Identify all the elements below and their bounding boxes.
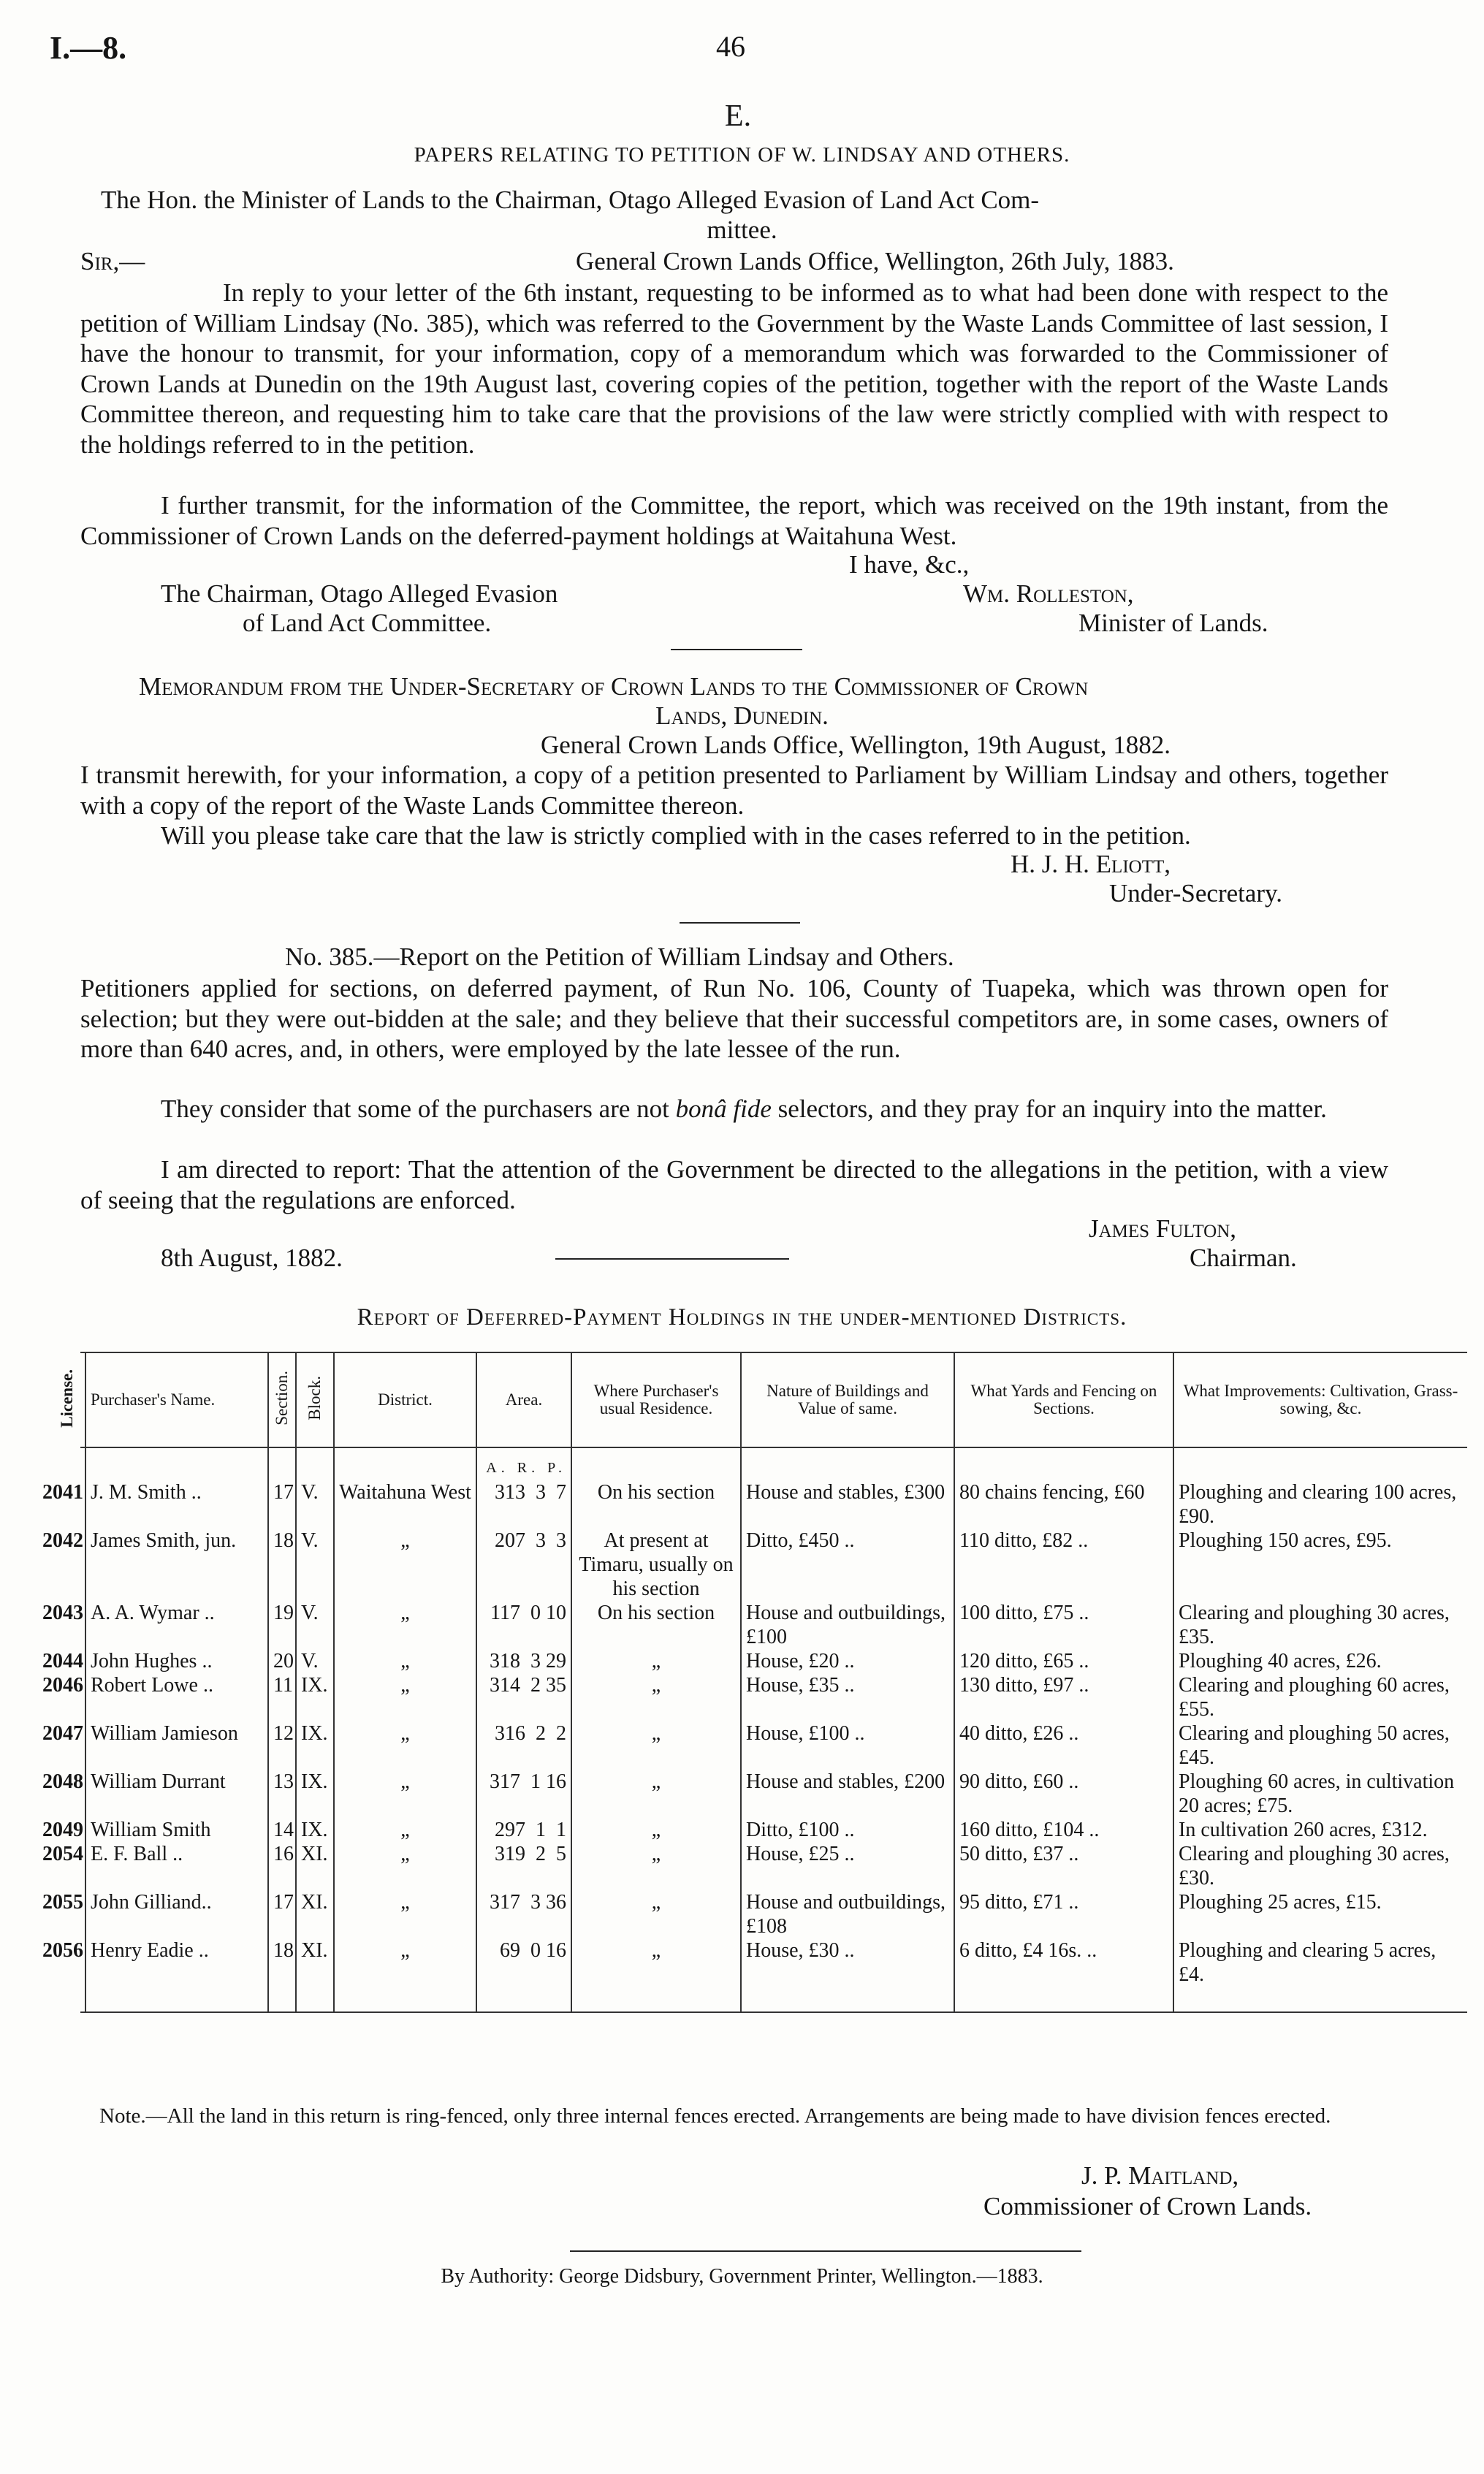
cell-district: „	[334, 1529, 476, 1601]
table-row	[80, 1938, 1467, 2012]
cell-section: 18	[268, 1938, 296, 2012]
cell-residence: On his section	[571, 1480, 741, 1529]
cell-area: 316 2 2	[476, 1721, 571, 1770]
header-fencing: What Yards and Fencing on Sections.	[954, 1352, 1173, 1447]
cell-fencing: 160 ditto, £104 ..	[954, 1818, 1173, 1842]
cell-fencing: 100 ditto, £75 ..	[954, 1601, 1173, 1649]
header-section: Section.	[268, 1352, 296, 1447]
cell-purchaser-name: Henry Eadie ..	[85, 1938, 268, 2012]
letter-heading-continued: mittee.	[707, 216, 777, 244]
cell-residence: „	[571, 1842, 741, 1890]
cell-residence: „	[571, 1673, 741, 1721]
header-license: License.	[80, 1352, 85, 1447]
cell-section: 16	[268, 1842, 296, 1890]
cell-license: 2043	[42, 1602, 83, 1624]
cell-district: „	[334, 1938, 476, 2012]
cell-area: 297 1 1	[476, 1818, 571, 1842]
cell-purchaser-name: A. A. Wymar ..	[85, 1601, 268, 1649]
cell-buildings: House and outbuildings, £108	[741, 1890, 954, 1938]
cell-section: 14	[268, 1818, 296, 1842]
cell-block: XI.	[296, 1842, 334, 1890]
page-number: 46	[716, 30, 745, 63]
report-paragraph-2-italic: bonâ fide	[675, 1095, 772, 1123]
header-purchaser: Purchaser's Name.	[85, 1352, 268, 1447]
table-row	[80, 1529, 1467, 1601]
cell-section: 13	[268, 1770, 296, 1818]
table-spacer-row	[80, 1447, 1467, 1480]
table-row	[80, 1890, 1467, 1938]
header-buildings: Nature of Buildings and Value of same.	[741, 1352, 954, 1447]
divider	[555, 1258, 789, 1260]
cell-district: „	[334, 1649, 476, 1673]
cell-block: XI.	[296, 1890, 334, 1938]
table-row	[80, 1842, 1467, 1890]
divider	[570, 2250, 1081, 2252]
memo-paragraph-1: I transmit herewith, for your information, a copy of a petition presented to Parliament by William Lindsay and others, together with a copy of the report of the Waste Lands Committee thereon.	[80, 761, 1388, 820]
cell-license: 2056	[42, 1939, 83, 1962]
report-date: 8th August, 1882.	[161, 1244, 343, 1272]
report-signer-title: Chairman.	[1190, 1244, 1297, 1272]
cell-purchaser-name: John Gilliand..	[85, 1890, 268, 1938]
cell-buildings: Ditto, £100 ..	[741, 1818, 954, 1842]
cell-license: 2042	[42, 1529, 83, 1552]
cell-section: 12	[268, 1721, 296, 1770]
cell-block: XI.	[296, 1938, 334, 2012]
cell-area: 317 3 36	[476, 1890, 571, 1938]
cell-district: „	[334, 1890, 476, 1938]
cell-improvements: Clearing and ploughing 50 acres, £45.	[1173, 1721, 1467, 1770]
cell-license: 2047	[42, 1722, 83, 1745]
table-row	[80, 1601, 1467, 1649]
cell-fencing: 80 chains fencing, £60	[954, 1480, 1173, 1529]
header-improvements: What Improvements: Cultivation, Grass-sowing, &c.	[1173, 1352, 1467, 1447]
cell-residence: „	[571, 1649, 741, 1673]
letter-addressee: The Chairman, Otago Alleged Evasion	[161, 579, 558, 608]
cell-improvements: Ploughing 60 acres, in cultivation 20 acres; £75.	[1173, 1770, 1467, 1818]
cell-fencing: 110 ditto, £82 ..	[954, 1529, 1173, 1601]
report-paragraph-2	[80, 1094, 1388, 1124]
cell-improvements: Ploughing 150 acres, £95.	[1173, 1529, 1467, 1601]
cell-fencing: 90 ditto, £60 ..	[954, 1770, 1173, 1818]
cell-buildings: House and stables, £200	[741, 1770, 954, 1818]
cell-residence: „	[571, 1770, 741, 1818]
cell-improvements: Ploughing and clearing 100 acres, £90.	[1173, 1480, 1467, 1529]
cell-purchaser-name: J. M. Smith ..	[85, 1480, 268, 1529]
cell-district: „	[334, 1673, 476, 1721]
cell-block: V.	[296, 1480, 334, 1529]
cell-purchaser-name: William Smith	[85, 1818, 268, 1842]
holdings-table	[42, 1352, 1467, 2013]
cell-purchaser-name: E. F. Ball ..	[85, 1842, 268, 1890]
cell-block: IX.	[296, 1721, 334, 1770]
cell-fencing: 130 ditto, £97 ..	[954, 1673, 1173, 1721]
cell-block: V.	[296, 1601, 334, 1649]
cell-section: 19	[268, 1601, 296, 1649]
table-header-row	[80, 1352, 1467, 1447]
letter-paragraph-1: In reply to your letter of the 6th instant, requesting to be informed as to what had been done with respect to the petition of William Lindsay (No. 385), which was referred to the Government by the Waste Lands Committee of last session, I have the honour to transmit, for your information, copy of a memorandum which was forwarded to the Commissioner of Crown Lands at Dunedin on the 19th August last, covering copies of the petition, together with the report of the Waste Lands Committee thereon, and requesting him to take care that the provisions of the law were strictly complied with with respect to the holdings referred to in the petition.	[80, 278, 1388, 459]
cell-improvements: Clearing and ploughing 30 acres, £35.	[1173, 1601, 1467, 1649]
memo-signer-title: Under-Secretary.	[1109, 879, 1283, 907]
cell-buildings: House, £30 ..	[741, 1938, 954, 2012]
cell-purchaser-name: William Jamieson	[85, 1721, 268, 1770]
cell-fencing: 6 ditto, £4 16s. ..	[954, 1938, 1173, 2012]
cell-residence: „	[571, 1938, 741, 2012]
letter-place-date: General Crown Lands Office, Wellington, 26th July, 1883.	[576, 247, 1174, 275]
cell-fencing: 40 ditto, £26 ..	[954, 1721, 1173, 1770]
memo-signer: H. J. H. Eliott,	[1011, 850, 1171, 878]
letter-signer: Wm. Rolleston,	[963, 579, 1134, 608]
report-signer: James Fulton,	[1089, 1214, 1237, 1243]
cell-buildings: House and outbuildings, £100	[741, 1601, 954, 1649]
cell-area: 319 2 5	[476, 1842, 571, 1890]
table-note: Note.—All the land in this return is ring-fenced, only three internal fences erected. Arrangements are being made to have division fences erected.	[99, 2104, 1331, 2128]
header-block: Block.	[296, 1352, 334, 1447]
cell-fencing: 120 ditto, £65 ..	[954, 1649, 1173, 1673]
cell-improvements: Clearing and ploughing 60 acres, £55.	[1173, 1673, 1467, 1721]
salutation: Sir,—	[80, 247, 145, 275]
memo-place-date: General Crown Lands Office, Wellington, 19th August, 1882.	[541, 731, 1171, 759]
cell-block: IX.	[296, 1770, 334, 1818]
cell-fencing: 95 ditto, £71 ..	[954, 1890, 1173, 1938]
cell-purchaser-name: John Hughes ..	[85, 1649, 268, 1673]
cell-fencing: 50 ditto, £37 ..	[954, 1842, 1173, 1890]
table-row	[80, 1480, 1467, 1529]
cell-area: 317 1 16	[476, 1770, 571, 1818]
cell-district: „	[334, 1842, 476, 1890]
letter-paragraph-2: I further transmit, for the information of the Committee, the report, which was received on the 19th instant, from the Commissioner of Crown Lands on the deferred-payment holdings at Waitahuna West.	[80, 491, 1388, 550]
cell-improvements: Ploughing and clearing 5 acres, £4.	[1173, 1938, 1467, 2012]
cell-residence: „	[571, 1721, 741, 1770]
divider	[671, 649, 802, 650]
report-paragraph-2-text-end: selectors, and they pray for an inquiry into the matter.	[771, 1095, 1327, 1123]
cell-area: 69 0 16	[476, 1938, 571, 2012]
cell-improvements: Ploughing 25 acres, £15.	[1173, 1890, 1467, 1938]
cell-area: 314 2 35	[476, 1673, 571, 1721]
cell-block: V.	[296, 1529, 334, 1601]
document-reference: I.—8.	[50, 30, 127, 66]
letter-addressee-continued: of Land Act Committee.	[243, 609, 492, 637]
letter-signer-title: Minister of Lands.	[1078, 609, 1268, 637]
memo-heading-continued: Lands, Dunedin.	[655, 701, 829, 730]
cell-district: Waitahuna West	[334, 1480, 476, 1529]
cell-buildings: Ditto, £450 ..	[741, 1529, 954, 1601]
report-heading: No. 385.—Report on the Petition of William Lindsay and Others.	[285, 943, 954, 971]
cell-block: IX.	[296, 1818, 334, 1842]
cell-section: 11	[268, 1673, 296, 1721]
divider	[680, 922, 800, 924]
cell-section: 17	[268, 1890, 296, 1938]
printer-imprint: By Authority: George Didsbury, Government Printer, Wellington.—1883.	[441, 2265, 1043, 2288]
commissioner-signer: J. P. Maitland,	[1081, 2161, 1239, 2190]
area-units: A. R. P.	[486, 1460, 566, 1476]
memo-paragraph-2: Will you please take care that the law is strictly complied with in the cases referred to in the petition.	[161, 821, 1191, 850]
cell-block: IX.	[296, 1673, 334, 1721]
cell-improvements: Clearing and ploughing 30 acres, £30.	[1173, 1842, 1467, 1890]
cell-buildings: House and stables, £300	[741, 1480, 954, 1529]
cell-residence: „	[571, 1818, 741, 1842]
table-row	[80, 1770, 1467, 1818]
header-district: District.	[334, 1352, 476, 1447]
cell-buildings: House, £35 ..	[741, 1673, 954, 1721]
cell-purchaser-name: James Smith, jun.	[85, 1529, 268, 1601]
table-row	[80, 1673, 1467, 1721]
cell-block: V.	[296, 1649, 334, 1673]
cell-area: 318 3 29	[476, 1649, 571, 1673]
table-row	[80, 1649, 1467, 1673]
cell-area: 207 3 3	[476, 1529, 571, 1601]
letter-closing: I have, &c.,	[849, 550, 970, 579]
cell-residence: „	[571, 1890, 741, 1938]
cell-purchaser-name: Robert Lowe ..	[85, 1673, 268, 1721]
cell-buildings: House, £25 ..	[741, 1842, 954, 1890]
cell-improvements: Ploughing 40 acres, £26.	[1173, 1649, 1467, 1673]
header-area: Area.	[476, 1352, 571, 1447]
cell-buildings: House, £20 ..	[741, 1649, 954, 1673]
letter-heading: The Hon. the Minister of Lands to the Chairman, Otago Alleged Evasion of Land Act Com-	[101, 186, 1040, 214]
cell-license: 2041	[42, 1481, 83, 1504]
cell-residence: At present at Timaru, usually on his section	[571, 1529, 741, 1601]
cell-section: 20	[268, 1649, 296, 1673]
memo-heading: Memorandum from the Under-Secretary of Crown Lands to the Commissioner of Crown	[139, 672, 1089, 701]
report-paragraph-3: I am directed to report: That the attention of the Government be directed to the allegations in the petition, with a view of seeing that the regulations are enforced.	[80, 1155, 1388, 1214]
cell-license: 2044	[42, 1650, 83, 1672]
cell-district: „	[334, 1770, 476, 1818]
cell-license: 2046	[42, 1674, 83, 1697]
cell-license: 2048	[42, 1770, 83, 1793]
cell-license: 2049	[42, 1819, 83, 1841]
cell-improvements: In cultivation 260 acres, £312.	[1173, 1818, 1467, 1842]
cell-purchaser-name: William Durrant	[85, 1770, 268, 1818]
section-title: PAPERS RELATING TO PETITION OF W. LINDSAY AND OTHERS.	[414, 143, 1070, 167]
cell-section: 18	[268, 1529, 296, 1601]
cell-license: 2055	[42, 1891, 83, 1914]
table-title: Report of Deferred-Payment Holdings in the under-mentioned Districts.	[357, 1304, 1127, 1331]
cell-license: 2054	[42, 1843, 83, 1865]
header-residence: Where Purchaser's usual Residence.	[571, 1352, 741, 1447]
cell-residence: On his section	[571, 1601, 741, 1649]
cell-area: 313 3 7	[476, 1480, 571, 1529]
cell-district: „	[334, 1721, 476, 1770]
cell-buildings: House, £100 ..	[741, 1721, 954, 1770]
table-row	[80, 1721, 1467, 1770]
section-letter: E.	[724, 99, 752, 133]
cell-district: „	[334, 1818, 476, 1842]
cell-section: 17	[268, 1480, 296, 1529]
commissioner-title: Commissioner of Crown Lands.	[983, 2192, 1312, 2220]
report-paragraph-2-text: They consider that some of the purchasers are not	[161, 1095, 676, 1123]
report-paragraph-1: Petitioners applied for sections, on deferred payment, of Run No. 106, County of Tuapeka, which was thrown open for selection; but they were out-bidden at the sale; and they believe that their successful competitors are, in some cases, owners of more than 640 acres, and, in others, were employed by the late lessee of the run.	[80, 974, 1388, 1063]
cell-district: „	[334, 1601, 476, 1649]
table-row	[80, 1818, 1467, 1842]
cell-area: 117 0 10	[476, 1601, 571, 1649]
